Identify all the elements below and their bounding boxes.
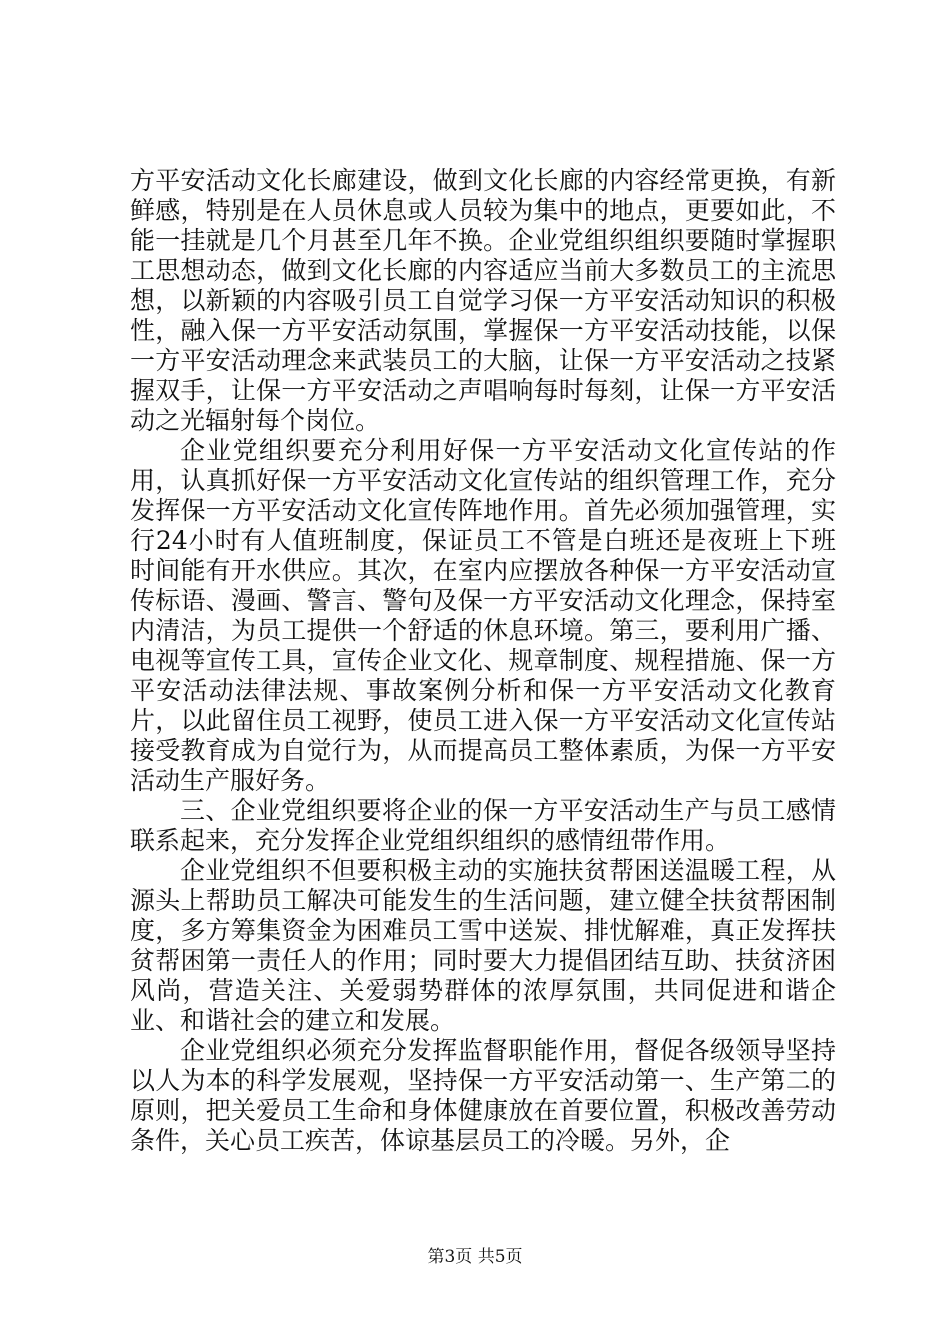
paragraph-2: 企业党组织要充分利用好保一方平安活动文化宣传站的作用，认真抓好保一方平安活动文化宣传站的组织管理工作，充分发挥保一方平安活动文化宣传阵地作用。首先必须加强管理，实行24小时有人值班制度，保证员工不管是白班还是夜班上下班时间能有开水供应。其次，在室内应摆放各种保一方平安活动宣传标语、漫画、警言、警句及保一方平安活动文化理念，保持室内清洁，为员工提供一个舒适的休息环境。第三，要利用广播、电视等宣传工具，宣传企业文化、规章制度、规程措施、保一方平安活动法律法规、事故案例分析和保一方平安活动文化教育片，以此留住员工视野，使员工进入保一方平安活动文化宣传站接受教育成为自觉行为，从而提高员工整体素质，为保一方平安活动生产服好务。 xyxy=(130,436,836,795)
paragraph-1: 方平安活动文化长廊建设，做到文化长廊的内容经常更换，有新鲜感，特别是在人员休息或人员较为集中的地点，更要如此，不能一挂就是几个月甚至几年不换。企业党组织组织要随时掌握职工思想动态，做到文化长廊的内容适应当前大多数员工的主流思想，以新颖的内容吸引员工自觉学习保一方平安活动知识的积极性，融入保一方平安活动氛围，掌握保一方平安活动技能，以保一方平安活动理念来武装员工的大脑，让保一方平安活动之技紧握双手，让保一方平安活动之声唱响每时每刻，让保一方平安活动之光辐射每个岗位。 xyxy=(130,166,836,435)
paragraph-5: 企业党组织必须充分发挥监督职能作用，督促各级领导坚持以人为本的科学发展观，坚持保一方平安活动第一、生产第二的原则，把关爱员工生命和身体健康放在首要位置，积极改善劳动条件，关心员工疾苦，体谅基层员工的冷暖。另外，企 xyxy=(130,1036,836,1155)
body-text xyxy=(130,166,836,1156)
paragraph-3: 三、企业党组织要将企业的保一方平安活动生产与员工感情联系起来，充分发挥企业党组织组织的感情纽带作用。 xyxy=(130,796,836,855)
page-footer: 第3页 共5页 xyxy=(427,1247,523,1267)
paragraph-4: 企业党组织不但要积极主动的实施扶贫帮困送温暖工程，从源头上帮助员工解决可能发生的生活问题，建立健全扶贫帮困制度，多方筹集资金为困难员工雪中送炭、排忧解难，真正发挥扶贫帮困第一责任人的作用；同时要大力提倡团结互助、扶贫济困风尚，营造关注、关爱弱势群体的浓厚氛围，共同促进和谐企业、和谐社会的建立和发展。 xyxy=(130,856,836,1035)
